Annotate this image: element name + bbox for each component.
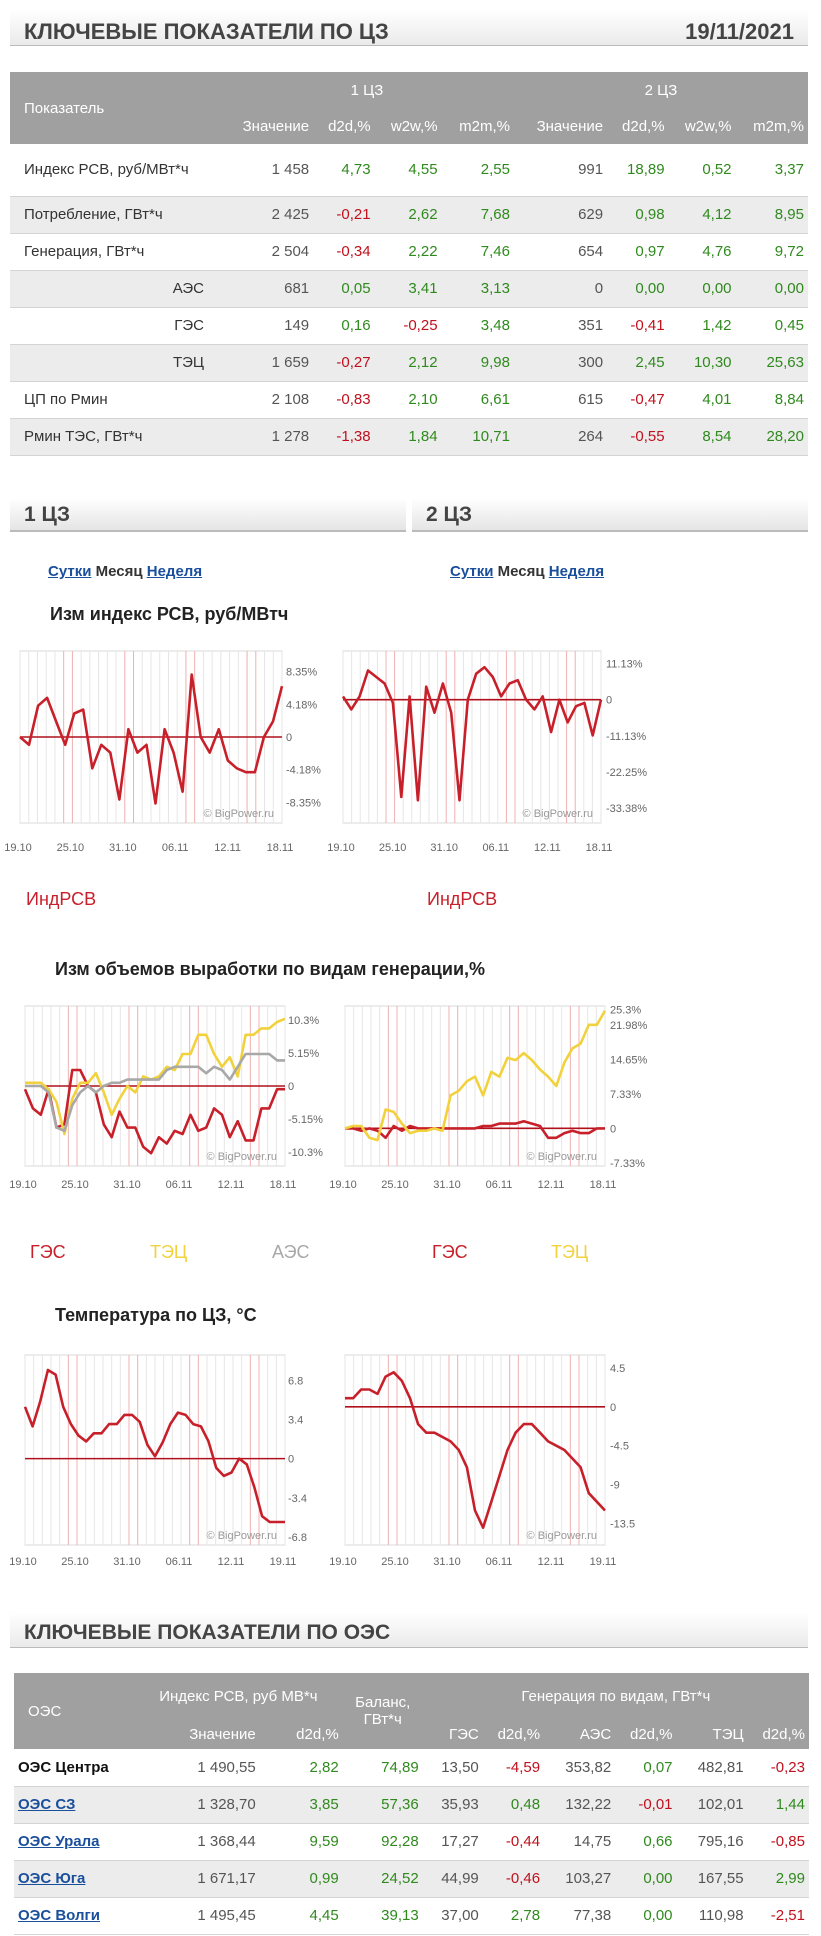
y-tick-label: -8.35% <box>286 797 321 810</box>
chart-title-temp: Температура по ЦЗ, °C <box>55 1305 257 1325</box>
subheader: ГЭС <box>423 1719 483 1749</box>
link-day[interactable]: Сутки <box>48 563 92 580</box>
x-tick-label: 06.11 <box>165 1556 193 1568</box>
cell-value: 2,10 <box>375 381 442 418</box>
oes-name[interactable] <box>14 1860 134 1897</box>
x-tick-label: 18.11 <box>269 1179 297 1191</box>
x-tick-label: 19.10 <box>4 842 32 854</box>
cell-value: -0,44 <box>483 1823 544 1860</box>
cell-value: 2,78 <box>483 1897 544 1934</box>
x-tick-label: 31.10 <box>113 1556 141 1568</box>
cell-value: 4,45 <box>260 1897 343 1934</box>
oes-link[interactable]: ОЭС Волги <box>18 1907 100 1924</box>
cell-value: 0,05 <box>313 270 374 307</box>
cell-value: 57,36 <box>343 1786 423 1823</box>
y-tick-label: 5.15% <box>288 1048 320 1061</box>
x-tick-label: 31.10 <box>433 1179 461 1191</box>
cell-value: 4,12 <box>669 196 736 233</box>
table-row <box>10 344 808 381</box>
y-tick-label: 14.65% <box>610 1054 648 1067</box>
cell-value: -1,38 <box>313 418 374 455</box>
cell-value: 10,71 <box>442 418 514 455</box>
cell-value: 615 <box>514 381 607 418</box>
cell-value: 991 <box>514 144 607 196</box>
cell-value: 4,55 <box>375 144 442 196</box>
oes-header <box>10 1612 808 1648</box>
cell-value: 0,66 <box>615 1823 676 1860</box>
subheader: d2d,% <box>748 1719 809 1749</box>
watermark: © BigPower.ru <box>203 808 274 820</box>
cell-value: -0,23 <box>748 1749 809 1786</box>
link-week[interactable]: Неделя <box>548 563 605 580</box>
x-tick-label: 25.10 <box>56 842 85 854</box>
row-label: Индекс РСВ, руб/МВт*ч <box>10 144 220 196</box>
subheader: Значение <box>134 1719 260 1749</box>
legend-ges-zone1: ГЭС <box>30 1242 66 1262</box>
cell-value: 24,52 <box>343 1860 423 1897</box>
table-row <box>14 1823 809 1860</box>
row-label: АЭС <box>10 270 220 307</box>
x-tick-label: 12.11 <box>537 1179 565 1191</box>
cell-value: 102,01 <box>677 1786 748 1823</box>
y-tick-label: -6.8 <box>288 1531 307 1544</box>
subheader: d2d,% <box>260 1719 343 1749</box>
cell-value: 8,95 <box>736 196 808 233</box>
cell-value: 2,55 <box>442 144 514 196</box>
subheader: d2d,% <box>607 108 668 144</box>
x-tick-label: 12.11 <box>214 842 241 854</box>
cell-value: 0,00 <box>615 1860 676 1897</box>
y-tick-label: -10.3% <box>288 1146 323 1159</box>
cell-value: 2,62 <box>375 196 442 233</box>
cell-value: 39,13 <box>343 1897 423 1934</box>
cell-value: -0,55 <box>607 418 668 455</box>
y-tick-label: 10.3% <box>288 1015 320 1028</box>
cell-value: 795,16 <box>677 1823 748 1860</box>
legend-rsv-zone1: ИндРСВ <box>26 889 97 909</box>
table-row <box>10 196 808 233</box>
cell-value: 25,63 <box>736 344 808 381</box>
cell-value: 2 108 <box>220 381 313 418</box>
cell-value: 9,59 <box>260 1823 343 1860</box>
subheader: d2d,% <box>313 108 374 144</box>
cell-value: 37,00 <box>423 1897 483 1934</box>
row-label: Генерация, ГВт*ч <box>10 233 220 270</box>
watermark: © BigPower.ru <box>526 1151 597 1163</box>
zone2-period-links <box>450 563 604 580</box>
y-tick-label: -9 <box>610 1479 620 1492</box>
cell-value: 1 458 <box>220 144 313 196</box>
cell-value: 92,28 <box>343 1823 423 1860</box>
cell-value: 132,22 <box>544 1786 615 1823</box>
y-tick-label: 0 <box>288 1453 295 1466</box>
cell-value: 6,61 <box>442 381 514 418</box>
cell-value: 4,73 <box>313 144 374 196</box>
x-tick-label: 06.11 <box>161 842 189 854</box>
cell-value: 18,89 <box>607 144 668 196</box>
cell-value: 13,50 <box>423 1749 483 1786</box>
subheader: Значение <box>220 108 313 144</box>
cell-value: -0,25 <box>375 307 442 344</box>
x-tick-label: 19.10 <box>329 1556 357 1568</box>
cell-value: -2,51 <box>748 1897 809 1934</box>
table-row <box>14 1786 809 1823</box>
cell-value: 1,84 <box>375 418 442 455</box>
cell-value: -0,85 <box>748 1823 809 1860</box>
cell-value: -4,59 <box>483 1749 544 1786</box>
col-gen: Генерация по видам, ГВт*ч <box>423 1673 809 1719</box>
cell-value: 2,22 <box>375 233 442 270</box>
x-tick-label: 06.11 <box>485 1179 513 1191</box>
page-header <box>10 10 808 46</box>
y-tick-label: 25.3% <box>610 1004 642 1017</box>
cell-value: 0,97 <box>607 233 668 270</box>
row-label: Потребление, ГВт*ч <box>10 196 220 233</box>
x-tick-label: 25.10 <box>381 1556 409 1568</box>
x-tick-label: 31.10 <box>433 1556 461 1568</box>
y-tick-label: 7.33% <box>610 1088 642 1101</box>
cell-value: 264 <box>514 418 607 455</box>
y-tick-label: 4.18% <box>286 699 318 712</box>
table-row <box>10 418 808 455</box>
y-tick-label: -11.13% <box>606 730 647 743</box>
col-balance: Баланс, ГВт*ч <box>343 1673 423 1749</box>
cell-value: 77,38 <box>544 1897 615 1934</box>
cell-value: 35,93 <box>423 1786 483 1823</box>
table-row <box>14 1860 809 1897</box>
x-tick-label: 12.11 <box>217 1556 245 1568</box>
y-tick-label: 0 <box>610 1401 617 1414</box>
x-tick-label: 19.10 <box>9 1556 37 1568</box>
cell-value: -0,46 <box>483 1860 544 1897</box>
chart-title-gen: Изм объемов выработки по видам генерации,% <box>55 959 486 979</box>
cell-value: 74,89 <box>343 1749 423 1786</box>
x-tick-label: 18.11 <box>589 1179 617 1191</box>
row-label: Рмин ТЭС, ГВт*ч <box>10 418 220 455</box>
y-tick-label: -3.4 <box>288 1492 307 1505</box>
group-header-2: 2 ЦЗ <box>514 72 808 108</box>
subheader: w2w,% <box>375 108 442 144</box>
cell-value: 0,00 <box>669 270 736 307</box>
y-tick-label: 8.35% <box>286 666 318 679</box>
subheader: Значение <box>514 108 607 144</box>
zone2-title: 2 ЦЗ <box>426 503 473 526</box>
cell-value: 28,20 <box>736 418 808 455</box>
x-tick-label: 06.11 <box>485 1556 513 1568</box>
x-tick-label: 06.11 <box>482 842 510 854</box>
oes-name[interactable] <box>14 1786 134 1823</box>
legend-tec-zone2: ТЭЦ <box>551 1242 589 1262</box>
cell-value: 300 <box>514 344 607 381</box>
watermark: © BigPower.ru <box>206 1151 277 1163</box>
x-tick-label: 19.11 <box>269 1556 297 1568</box>
zone1-period-links <box>48 563 202 580</box>
cell-value: 0,52 <box>669 144 736 196</box>
cell-value: 0,00 <box>607 270 668 307</box>
x-tick-label: 31.10 <box>109 842 137 854</box>
cell-value: 1 671,17 <box>134 1860 260 1897</box>
table-row <box>10 270 808 307</box>
watermark: © BigPower.ru <box>522 808 593 820</box>
cell-value: 2,45 <box>607 344 668 381</box>
x-tick-label: 19.10 <box>327 842 355 854</box>
cell-value: 0,99 <box>260 1860 343 1897</box>
x-tick-label: 25.10 <box>61 1179 89 1191</box>
y-tick-label: 3.4 <box>288 1414 304 1427</box>
cell-value: 0,16 <box>313 307 374 344</box>
y-tick-label: -4.5 <box>610 1440 629 1453</box>
table-row <box>14 1749 809 1786</box>
subheader: ТЭЦ <box>677 1719 748 1749</box>
cell-value: 0,00 <box>615 1897 676 1934</box>
cell-value: 1 278 <box>220 418 313 455</box>
watermark: © BigPower.ru <box>206 1530 277 1542</box>
cell-value: 149 <box>220 307 313 344</box>
cell-value: 351 <box>514 307 607 344</box>
x-tick-label: 12.11 <box>537 1556 565 1568</box>
row-label: ГЭС <box>10 307 220 344</box>
subheader: АЭС <box>544 1719 615 1749</box>
x-tick-label: 18.11 <box>266 842 294 854</box>
oes-name[interactable] <box>14 1823 134 1860</box>
cell-value: 0 <box>514 270 607 307</box>
subheader: m2m,% <box>736 108 808 144</box>
cell-value: 3,13 <box>442 270 514 307</box>
cell-value: 2,82 <box>260 1749 343 1786</box>
oes-table <box>14 1673 809 1935</box>
cell-value: 10,30 <box>669 344 736 381</box>
zone1-header <box>10 498 406 532</box>
table-row <box>14 1897 809 1934</box>
period-current: Месяц <box>497 563 545 580</box>
x-tick-label: 31.10 <box>430 842 458 854</box>
chart-gen-zone2 <box>329 1000 821 1240</box>
cell-value: 0,98 <box>607 196 668 233</box>
cell-value: 110,98 <box>677 1897 748 1934</box>
row-label: ТЭЦ <box>10 344 220 381</box>
cell-value: 1 659 <box>220 344 313 381</box>
link-week[interactable]: Неделя <box>146 563 203 580</box>
legend-tec-zone1: ТЭЦ <box>150 1242 188 1262</box>
y-tick-label: 0 <box>288 1081 295 1093</box>
cell-value: 7,46 <box>442 233 514 270</box>
cell-value: 1 328,70 <box>134 1786 260 1823</box>
period-current: Месяц <box>95 563 143 580</box>
cell-value: 2 425 <box>220 196 313 233</box>
group-header-1: 1 ЦЗ <box>220 72 514 108</box>
y-tick-label: -7.33% <box>610 1157 645 1170</box>
oes-name[interactable] <box>14 1897 134 1934</box>
y-tick-label: 0 <box>606 694 613 707</box>
cell-value: 14,75 <box>544 1823 615 1860</box>
legend-ges-zone2: ГЭС <box>432 1242 468 1262</box>
x-tick-label: 12.11 <box>534 842 561 854</box>
y-tick-label: 6.8 <box>288 1375 304 1388</box>
cell-value: 7,68 <box>442 196 514 233</box>
y-tick-label: 4.5 <box>610 1362 626 1375</box>
y-tick-label: -13.5 <box>610 1518 636 1531</box>
zone1-title: 1 ЦЗ <box>24 503 71 526</box>
subheader: w2w,% <box>669 108 736 144</box>
cell-value: 1 495,45 <box>134 1897 260 1934</box>
x-tick-label: 06.11 <box>165 1179 193 1191</box>
x-tick-label: 25.10 <box>61 1556 89 1568</box>
cell-value: 0,00 <box>736 270 808 307</box>
chart-temp-zone2 <box>329 1345 821 1585</box>
table-row <box>10 307 808 344</box>
row-label: ЦП по Рмин <box>10 381 220 418</box>
col-oes: ОЭС <box>14 1673 134 1749</box>
cell-value: 3,85 <box>260 1786 343 1823</box>
x-tick-label: 18.11 <box>585 842 613 854</box>
cell-value: 1,44 <box>748 1786 809 1823</box>
y-tick-label: -33.38% <box>606 803 647 816</box>
page-title: КЛЮЧЕВЫЕ ПОКАЗАТЕЛИ ПО ЦЗ <box>24 19 389 44</box>
oes-link[interactable]: ОЭС Юга <box>18 1870 86 1887</box>
cell-value: 9,98 <box>442 344 514 381</box>
cell-value: 3,48 <box>442 307 514 344</box>
table-row <box>10 233 808 270</box>
cell-value: 1 368,44 <box>134 1823 260 1860</box>
cell-value: -0,83 <box>313 381 374 418</box>
cell-value: 8,54 <box>669 418 736 455</box>
legend-rsv-zone2: ИндРСВ <box>427 889 498 909</box>
x-tick-label: 25.10 <box>381 1179 409 1191</box>
cell-value: 0,45 <box>736 307 808 344</box>
cell-value: 2,12 <box>375 344 442 381</box>
oes-link[interactable]: ОЭС Урала <box>18 1833 100 1850</box>
cell-value: -0,34 <box>313 233 374 270</box>
x-tick-label: 31.10 <box>113 1179 141 1191</box>
key-indicators-table <box>10 72 808 456</box>
oes-title: КЛЮЧЕВЫЕ ПОКАЗАТЕЛИ ПО ОЭС <box>24 1621 391 1644</box>
cell-value: 2,99 <box>748 1860 809 1897</box>
y-tick-label: 0 <box>610 1123 617 1136</box>
cell-value: 1 490,55 <box>134 1749 260 1786</box>
cell-value: 0,07 <box>615 1749 676 1786</box>
cell-value: 681 <box>220 270 313 307</box>
legend-aes-zone1: АЭС <box>272 1242 310 1262</box>
cell-value: 629 <box>514 196 607 233</box>
chart-rsv-zone2 <box>327 645 821 885</box>
cell-value: -0,47 <box>607 381 668 418</box>
cell-value: -0,41 <box>607 307 668 344</box>
cell-value: 17,27 <box>423 1823 483 1860</box>
link-day[interactable]: Сутки <box>450 563 494 580</box>
cell-value: 2 504 <box>220 233 313 270</box>
cell-value: 482,81 <box>677 1749 748 1786</box>
table-row <box>10 381 808 418</box>
report-date: 19/11/2021 <box>685 19 794 44</box>
y-tick-label: -5.15% <box>288 1113 323 1126</box>
y-tick-label: 0 <box>286 732 293 744</box>
subheader: m2m,% <box>442 108 514 144</box>
y-tick-label: 11.13% <box>606 658 643 671</box>
cell-value: 3,41 <box>375 270 442 307</box>
cell-value: -0,01 <box>615 1786 676 1823</box>
subheader: d2d,% <box>483 1719 544 1749</box>
y-tick-label: -4.18% <box>286 764 321 777</box>
cell-value: 4,76 <box>669 233 736 270</box>
cell-value: 4,01 <box>669 381 736 418</box>
cell-value: 8,84 <box>736 381 808 418</box>
cell-value: 167,55 <box>677 1860 748 1897</box>
oes-name <box>14 1749 134 1786</box>
x-tick-label: 19.10 <box>329 1179 357 1191</box>
table-row <box>10 144 808 196</box>
x-tick-label: 25.10 <box>378 842 407 854</box>
x-tick-label: 19.11 <box>589 1556 617 1568</box>
cell-value: 44,99 <box>423 1860 483 1897</box>
col-index: Индекс РСВ, руб МВ*ч <box>134 1673 343 1719</box>
oes-link[interactable]: ОЭС СЗ <box>18 1796 76 1813</box>
chart-title-rsv: Изм индекс РСВ, руб/МВтч <box>50 604 289 624</box>
cell-value: 654 <box>514 233 607 270</box>
cell-value: 3,37 <box>736 144 808 196</box>
x-tick-label: 19.10 <box>9 1179 37 1191</box>
cell-value: 0,48 <box>483 1786 544 1823</box>
cell-value: 9,72 <box>736 233 808 270</box>
oes-label: ОЭС Центра <box>18 1758 109 1776</box>
y-tick-label: -22.25% <box>606 766 647 779</box>
watermark: © BigPower.ru <box>526 1530 597 1542</box>
cell-value: 1,42 <box>669 307 736 344</box>
y-tick-label: 21.98% <box>610 1019 648 1032</box>
zone2-header <box>412 498 808 532</box>
cell-value: 103,27 <box>544 1860 615 1897</box>
col-indicator: Показатель <box>10 72 220 144</box>
cell-value: 353,82 <box>544 1749 615 1786</box>
subheader: d2d,% <box>615 1719 676 1749</box>
cell-value: -0,27 <box>313 344 374 381</box>
x-tick-label: 12.11 <box>217 1179 245 1191</box>
cell-value: -0,21 <box>313 196 374 233</box>
